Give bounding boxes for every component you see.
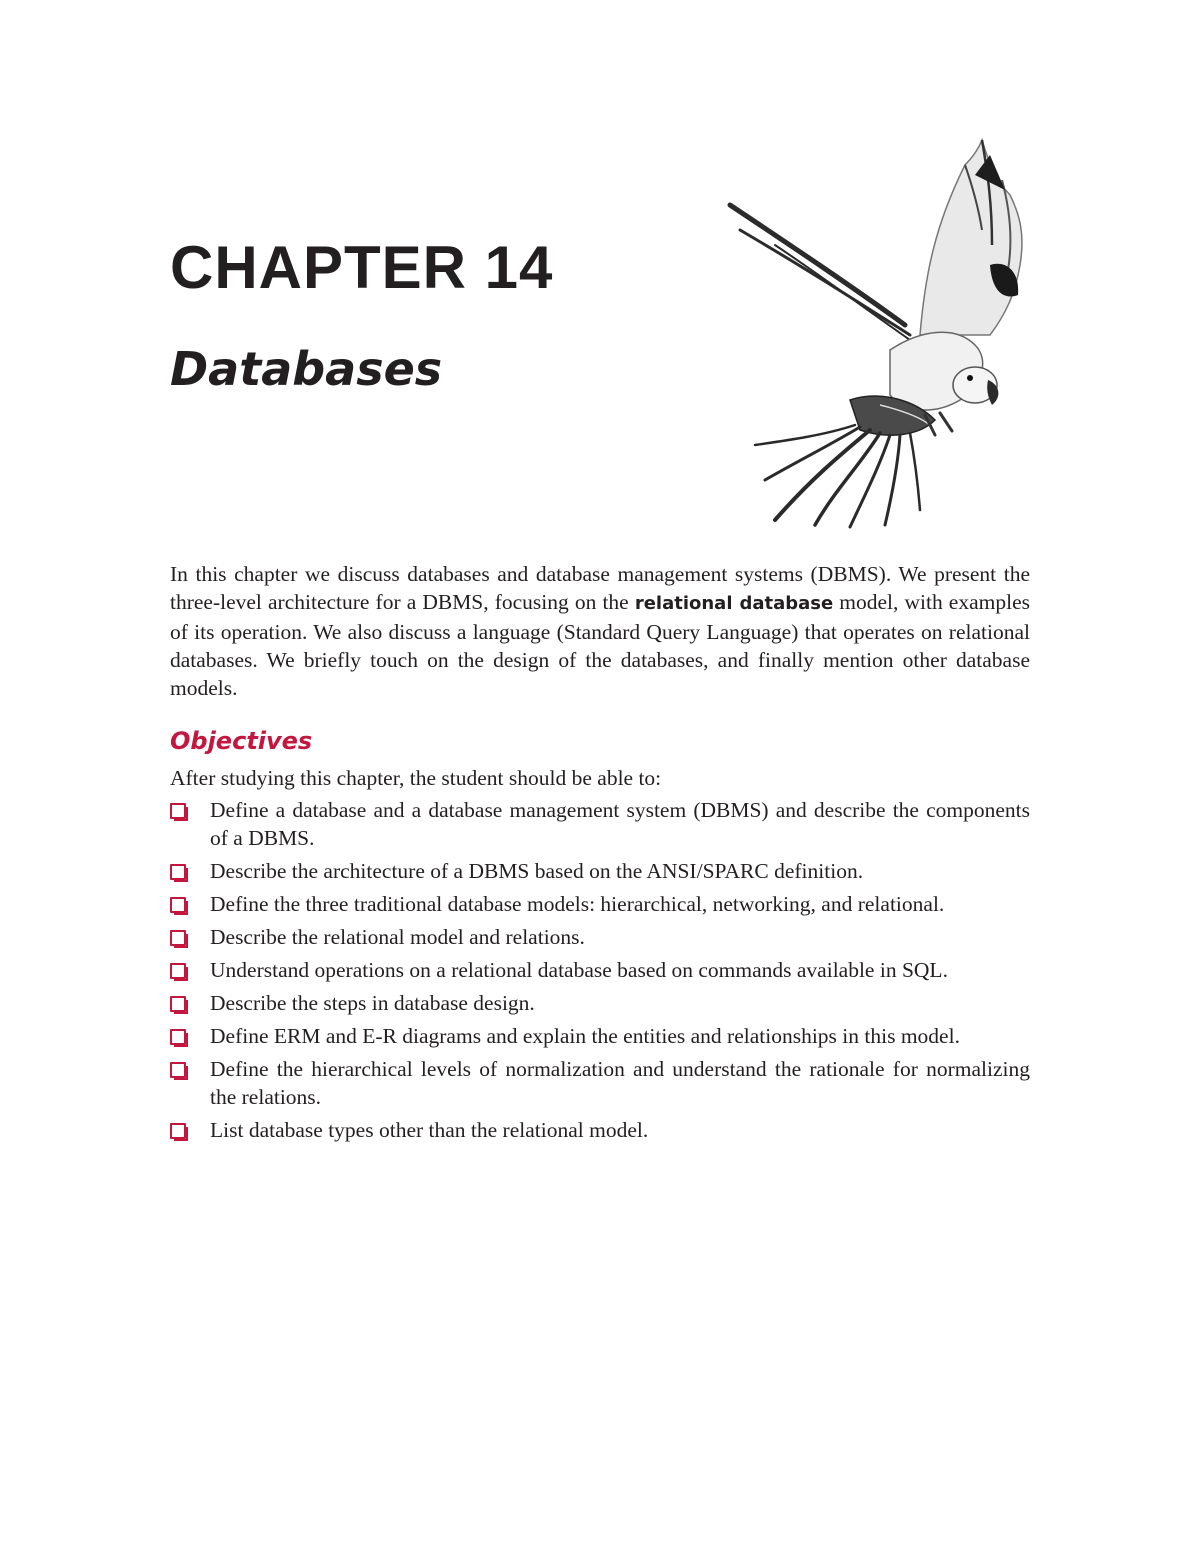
parrot-illustration — [720, 135, 1050, 530]
list-item — [170, 923, 1030, 951]
intro-paragraph — [170, 560, 1030, 702]
list-item — [170, 857, 1030, 885]
list-item — [170, 989, 1030, 1017]
intro-text-part2: model, with examples of its operation. We also discuss a language (Standard Query Language) that operates on relational databases. We briefly touch on the design of the databases, and finally mention other database models. — [170, 590, 1030, 700]
objective-text: Understand operations on a relational database based on commands available in SQL. — [210, 958, 948, 982]
checkbox-icon — [170, 803, 186, 819]
chapter-title: Databases — [170, 342, 443, 396]
checkbox-icon — [170, 930, 186, 946]
checkbox-icon — [170, 1029, 186, 1045]
objective-text: List database types other than the relational model. — [210, 1118, 649, 1142]
checkbox-icon — [170, 1123, 186, 1139]
objectives-heading: Objectives — [170, 727, 313, 755]
checkbox-icon — [170, 963, 186, 979]
objective-text: Define a database and a database management system (DBMS) and describe the components of a DBMS. — [210, 798, 1030, 850]
checkbox-icon — [170, 996, 186, 1012]
objective-text: Define ERM and E-R diagrams and explain the entities and relationships in this model. — [210, 1024, 960, 1048]
objective-text: Describe the relational model and relations. — [210, 925, 585, 949]
intro-text-part1: In this chapter we discuss databases and database management systems (DBMS). We present the three-level architecture for a DBMS, focusing on the — [170, 562, 1030, 614]
list-item — [170, 956, 1030, 984]
intro-bold-term: relational database — [634, 593, 834, 614]
chapter-label: CHAPTER 14 — [170, 234, 554, 301]
checkbox-icon — [170, 864, 186, 880]
checkbox-icon — [170, 897, 186, 913]
objectives-lead: After studying this chapter, the student should be able to: — [170, 766, 662, 790]
list-item — [170, 890, 1030, 918]
list-item — [170, 1055, 1030, 1111]
objective-text: Describe the architecture of a DBMS based on the ANSI/SPARC definition. — [210, 859, 864, 883]
objective-text: Describe the steps in database design. — [210, 991, 535, 1015]
list-item — [170, 796, 1030, 852]
list-item — [170, 1116, 1030, 1144]
objectives-list — [170, 796, 1030, 1149]
objective-text: Define the hierarchical levels of normalization and understand the rationale for normalizing the relations. — [210, 1057, 1030, 1109]
list-item — [170, 1022, 1030, 1050]
checkbox-icon — [170, 1062, 186, 1078]
objective-text: Define the three traditional database models: hierarchical, networking, and relational. — [210, 892, 945, 916]
